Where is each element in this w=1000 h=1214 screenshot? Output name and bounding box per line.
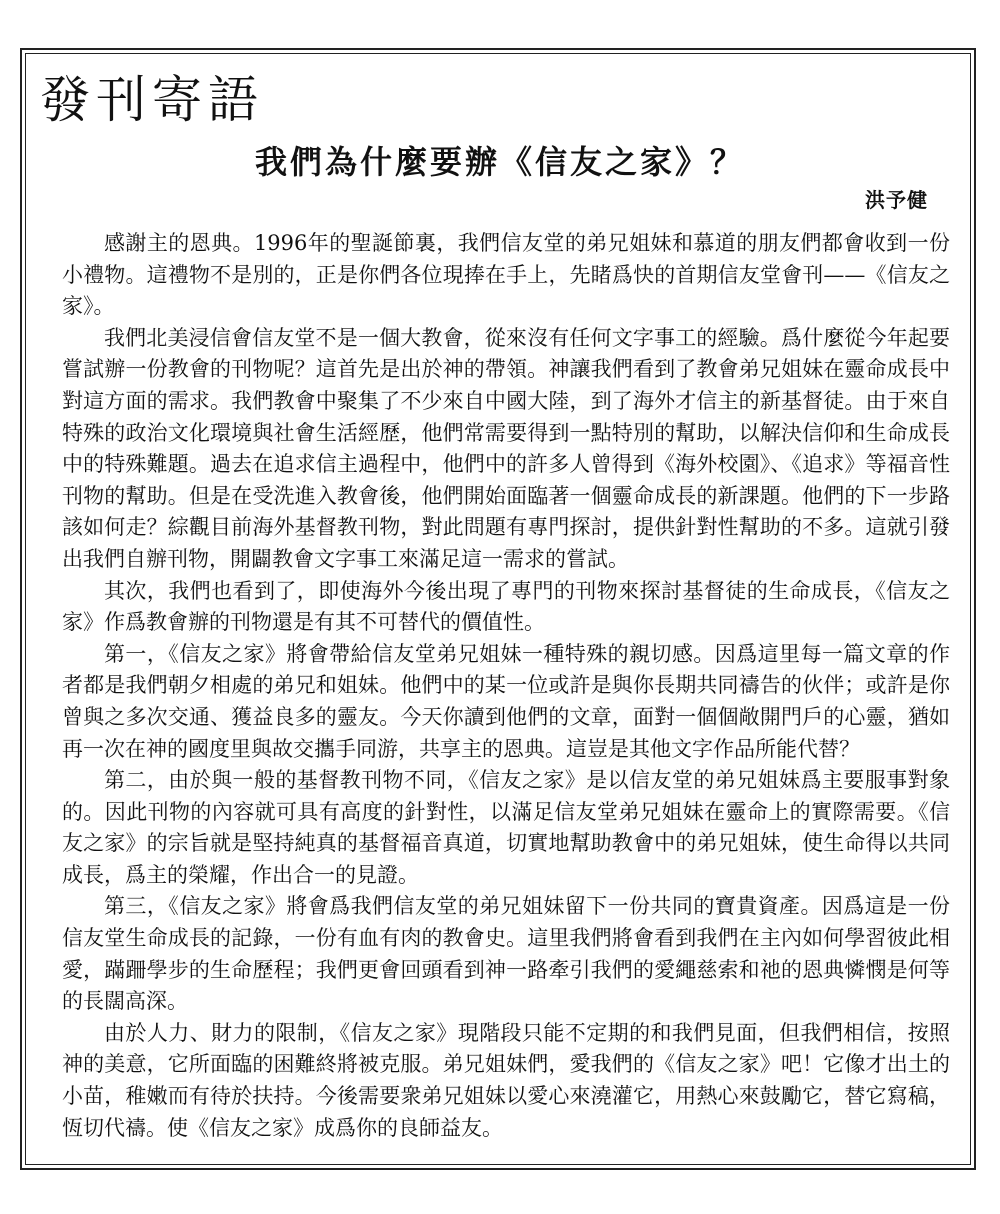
paragraph: 第三，《信友之家》將會爲我們信友堂的弟兄姐妹留下一份共同的寶貴資產。因爲這是一份信友堂生命成長的記錄，一份有血有肉的教會史。這里我們將會看到我們在主內如何學習彼此相愛，蹣跚學步的生命歷程；我們更會回頭看到神一路牽引我們的愛繩慈索和祂的恩典憐憫是何等的長闊高深。 <box>62 894 950 1014</box>
paragraph: 我們北美浸信會信友堂不是一個大教會，從來沒有任何文字事工的經驗。爲什麼從今年起要嘗試辦一份教會的刊物呢？這首先是出於神的帶領。神讓我們看到了教會弟兄姐妹在靈命成長中對這方面的需求。我們教會中聚集了不少來自中國大陸，到了海外才信主的新基督徒。由于來自特殊的政治文化環境與社會生活經歷，他們常需要得到一點特別的幫助，以解決信仰和生命成長中的特殊難題。過去在追求信主過程中，他們中的許多人曾得到《海外校園》、《追求》等福音性刊物的幫助。但是在受洗進入教會後，他們開始面臨著一個靈命成長的新課題。他們的下一步路該如何走？綜觀目前海外基督教刊物，對此問題有專門探討，提供針對性幫助的不多。這就引發出我們自辦刊物，開闢教會文字事工來滿足這一需求的嘗試。 <box>62 325 950 571</box>
paragraph: 第一，《信友之家》將會帶給信友堂弟兄姐妹一種特殊的親切感。因爲這里每一篇文章的作者都是我們朝夕相處的弟兄和姐妹。他們中的某一位或許是與你長期共同禱告的伙伴；或許是你曾與之多次交通、獲益良多的靈友。今天你讀到他們的文章，面對一個個敞開門戶的心靈，猶如再一次在神的國度里與故交攜手同游，共享主的恩典。這豈是其他文字作品所能代替？ <box>62 641 950 761</box>
section-heading: 發刊寄語 <box>40 71 264 129</box>
paragraph: 其次，我們也看到了，即使海外今後出現了專門的刊物來探討基督徒的生命成長，《信友之家》作爲教會辦的刊物還是有其不可替代的價值性。 <box>62 578 950 635</box>
article-title: 我們為什麼要辦《信友之家》？ <box>254 143 745 181</box>
paragraph: 第二，由於與一般的基督教刊物不同，《信友之家》是以信友堂的弟兄姐妹爲主要服事對象的。因此刊物的內容就可具有高度的針對性，以滿足信友堂弟兄姐妹在靈命上的實際需要。《信友之家》的宗旨就是堅持純真的基督福音真道，切實地幫助教會中的弟兄姐妹，使生命得以共同成長，爲主的榮耀，作出合一的見證。 <box>62 768 950 887</box>
paragraph: 由於人力、財力的限制，《信友之家》現階段只能不定期的和我們見面，但我們相信，按照神的美意，它所面臨的困難終將被克服。弟兄姐妹們，愛我們的《信友之家》吧！它像才出土的小苗，稚嫩而有待於扶持。今後需要衆弟兄姐妹以愛心來澆灌它，用熱心來鼓勵它，替它寫稿，恆切代禱。使《信友之家》成爲你的良師益友。 <box>62 1020 950 1140</box>
paragraph: 感謝主的恩典。1996年的聖誕節裏，我們信友堂的弟兄姐妹和慕道的朋友們都會收到一份小禮物。這禮物不是別的，正是你們各位現捧在手上，先睹爲快的首期信友堂會刊——《信友之家》。 <box>62 231 950 319</box>
article-author: 洪予健 <box>865 188 928 212</box>
article-body <box>62 228 950 1144</box>
